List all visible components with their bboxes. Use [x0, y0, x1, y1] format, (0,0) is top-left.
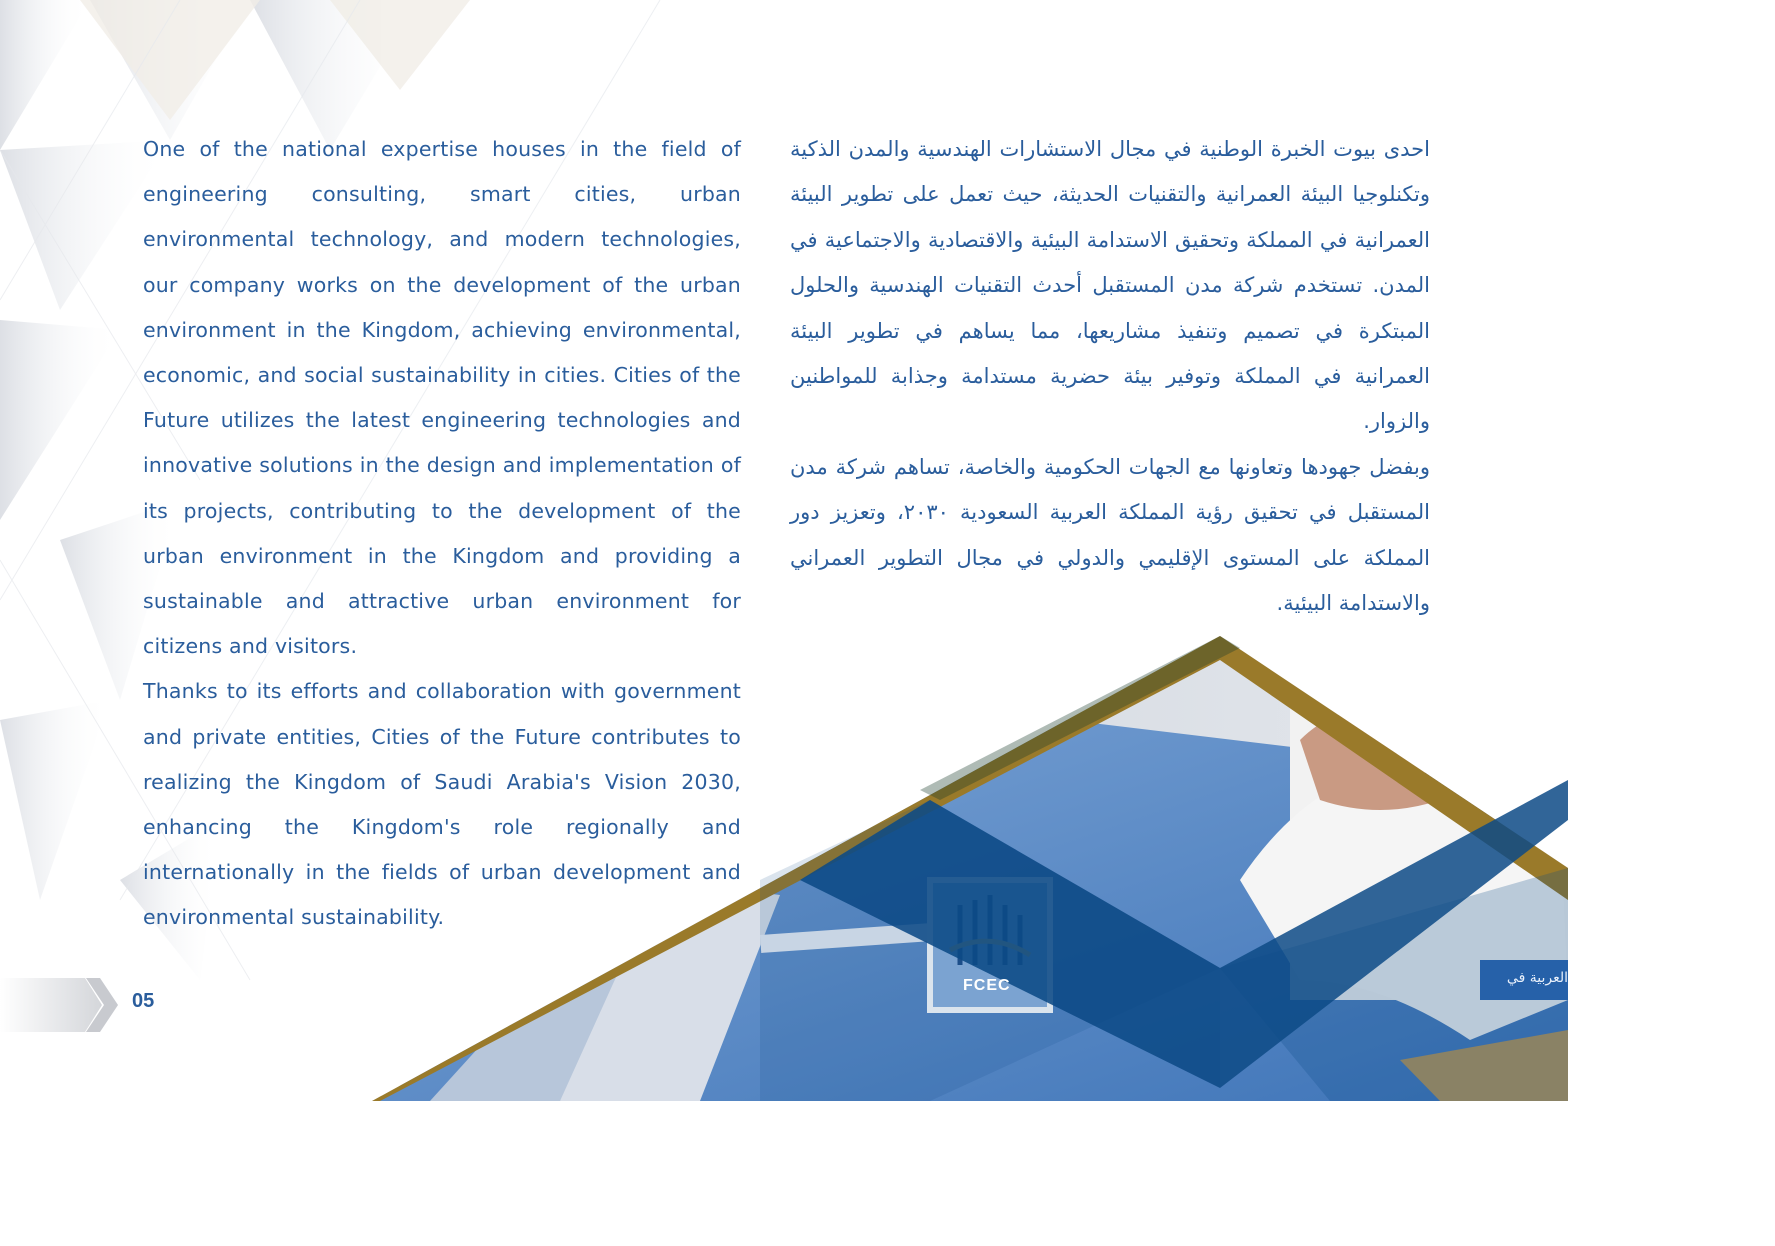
page-number-tab [0, 978, 118, 1032]
english-paragraph-1: One of the national expertise houses in the field of engineering consulting, smart cities, urban environmental technology, and modern technologies, our company works on the development of the urban environment in the Kingdom, achieving environmental, economic, and social sustainability in cities. Cities of the Future utilizes the latest engineering technologies and innovative solutions in the design and implementation of its projects, contributing to the development of the urban environment in the Kingdom and providing a sustainable and attractive urban environment for citizens and visitors. [143, 137, 741, 659]
arabic-paragraph-2: وبفضل جهودها وتعاونها مع الجهات الحكومية والخاصة، تساهم شركة مدن المستقبل في تحقيق رؤية المملكة العربية السعودية ٢٠٣٠، وتعزيز دور المملكة على المستوى الإقليمي والدولي في مجال التطوير العمراني والاستدامة البيئية. [790, 454, 1430, 616]
fcec-logo-text: FCEC [963, 977, 1011, 994]
english-paragraph-2: Thanks to its efforts and collaboration with government and private entities, Cities of the Future contributes to realizing the Kingdom of Saudi Arabia's Vision 2030, enhancing the Kingdom's role regionally and internationally in the fields of urban development and environmental sustainability. [143, 679, 741, 930]
book-cover-text: العربية في [1506, 970, 1568, 986]
page-number: 05 [132, 990, 155, 1012]
arabic-paragraph-1: احدى بيوت الخبرة الوطنية في مجال الاستشارات الهندسية والمدن الذكية وتكنلوجيا البيئة العمرانية والتقنيات الحديثة، حيث تعمل على تطوير البيئة العمرانية في المملكة وتحقيق الاستدامة البيئية والاقتصادية والاجتماعية في المدن. تستخدم شركة مدن المستقبل أحدث التقنيات الهندسية والحلول المبتكرة في تصميم وتنفيذ مشاريعها، مما يساهم في تطوير البيئة العمرانية في المملكة وتوفير بيئة حضرية مستدامة وجذابة للمواطنين والزوار. [790, 137, 1430, 434]
